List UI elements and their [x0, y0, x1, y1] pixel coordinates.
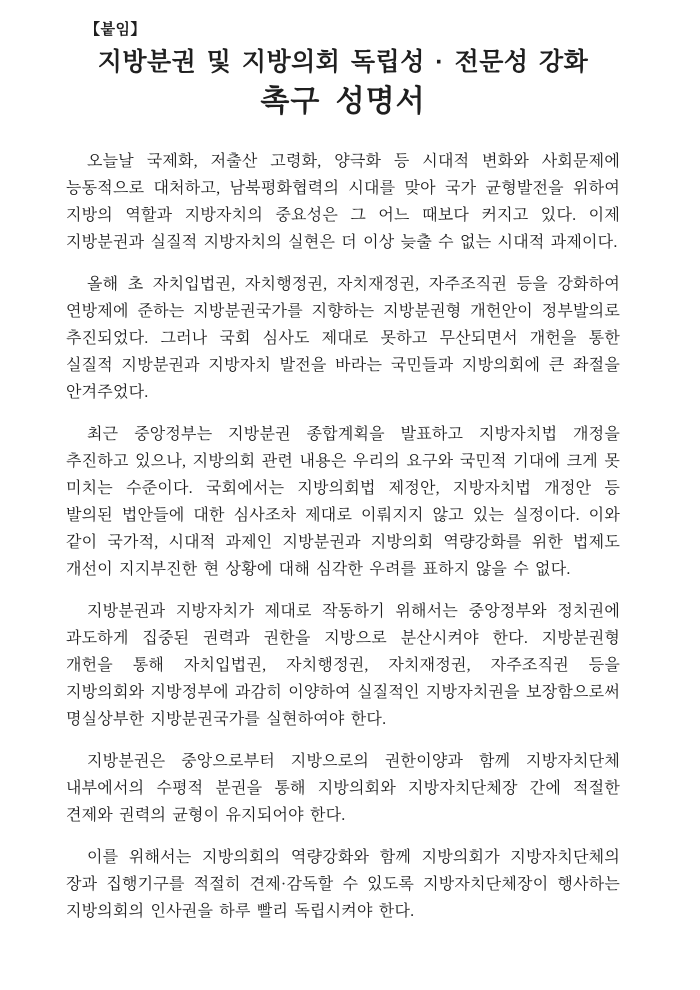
paragraph-3: 최근 중앙정부는 지방분권 종합계획을 발표하고 지방자치법 개정을 추진하고 있으나, 지방의회 관련 내용은 우리의 요구와 국민적 기대에 크게 못 미치는 수준이다. 국회에서는 지방의회법 제정안, 지방자치법 개정안 등 발의된 법안들에 대한 심사조차 제대로 이뤄지지 않고 있는 실정이다. 이와 같이 국가적, 시대적 과제인 지방분권과 지방의회 역량강화를 위한 법제도 개선이 지지부진한 현 상황에 대해 심각한 우려를 표하지 않을 수 없다.: [66, 426, 620, 578]
paragraph-6: 이를 위해서는 지방의회의 역량강화와 함께 지방의회가 지방자치단체의 장과 집행기구를 적절히 견제·감독할 수 있도록 지방자치단체장이 행사하는 지방의회의 인사권을 하루 빨리 독립시켜야 한다.: [66, 849, 620, 920]
paragraph-4: 지방분권과 지방자치가 제대로 작동하기 위해서는 중앙정부와 정치권에 과도하게 집중된 권력과 권한을 지방으로 분산시켜야 한다. 지방분권형 개헌을 통해 자치입법권, 자치행정권, 자치재정권, 자주조직권 등을 지방의회와 지방정부에 과감히 이양하여 실질적인 지방자치권을 보장함으로써 명실상부한 지방분권국가를 실현하여야 한다.: [66, 603, 620, 728]
attachment-label: 【붙임】: [85, 21, 146, 38]
document-title-line2: 촉구 성명서: [260, 85, 426, 118]
paragraph-1: 오늘날 국제화, 저출산 고령화, 양극화 등 시대적 변화와 사회문제에 능동적으로 대처하고, 남북평화협력의 시대를 맞아 국가 균형발전을 위하여 지방의 역할과 지방자치의 중요성은 그 어느 때보다 커지고 있다. 이제 지방분권과 실질적 지방자치의 실현은 더 이상 늦출 수 없는 시대적 과제이다.: [66, 153, 620, 251]
statement-body: [66, 148, 620, 925]
title-block: [66, 44, 620, 122]
paragraph-2: 올해 초 자치입법권, 자치행정권, 자치재정권, 자주조직권 등을 강화하여 연방제에 준하는 지방분권국가를 지향하는 지방분권형 개헌안이 정부발의로 추진되었다. 그러나 국회 심사도 제대로 못하고 무산되면서 개헌을 통한 실질적 지방분권과 지방자치 발전을 바라는 국민들과 지방의회에 큰 좌절을 안겨주었다.: [66, 276, 620, 401]
document-title-line1: 지방분권 및 지방의회 독립성 · 전문성 강화: [97, 48, 589, 76]
paragraph-5: 지방분권은 중앙으로부터 지방으로의 권한이양과 함께 지방자치단체 내부에서의 수평적 분권을 통해 지방의회와 지방자치단체장 간에 적절한 견제와 권력의 균형이 유지되어야 한다.: [66, 753, 620, 824]
